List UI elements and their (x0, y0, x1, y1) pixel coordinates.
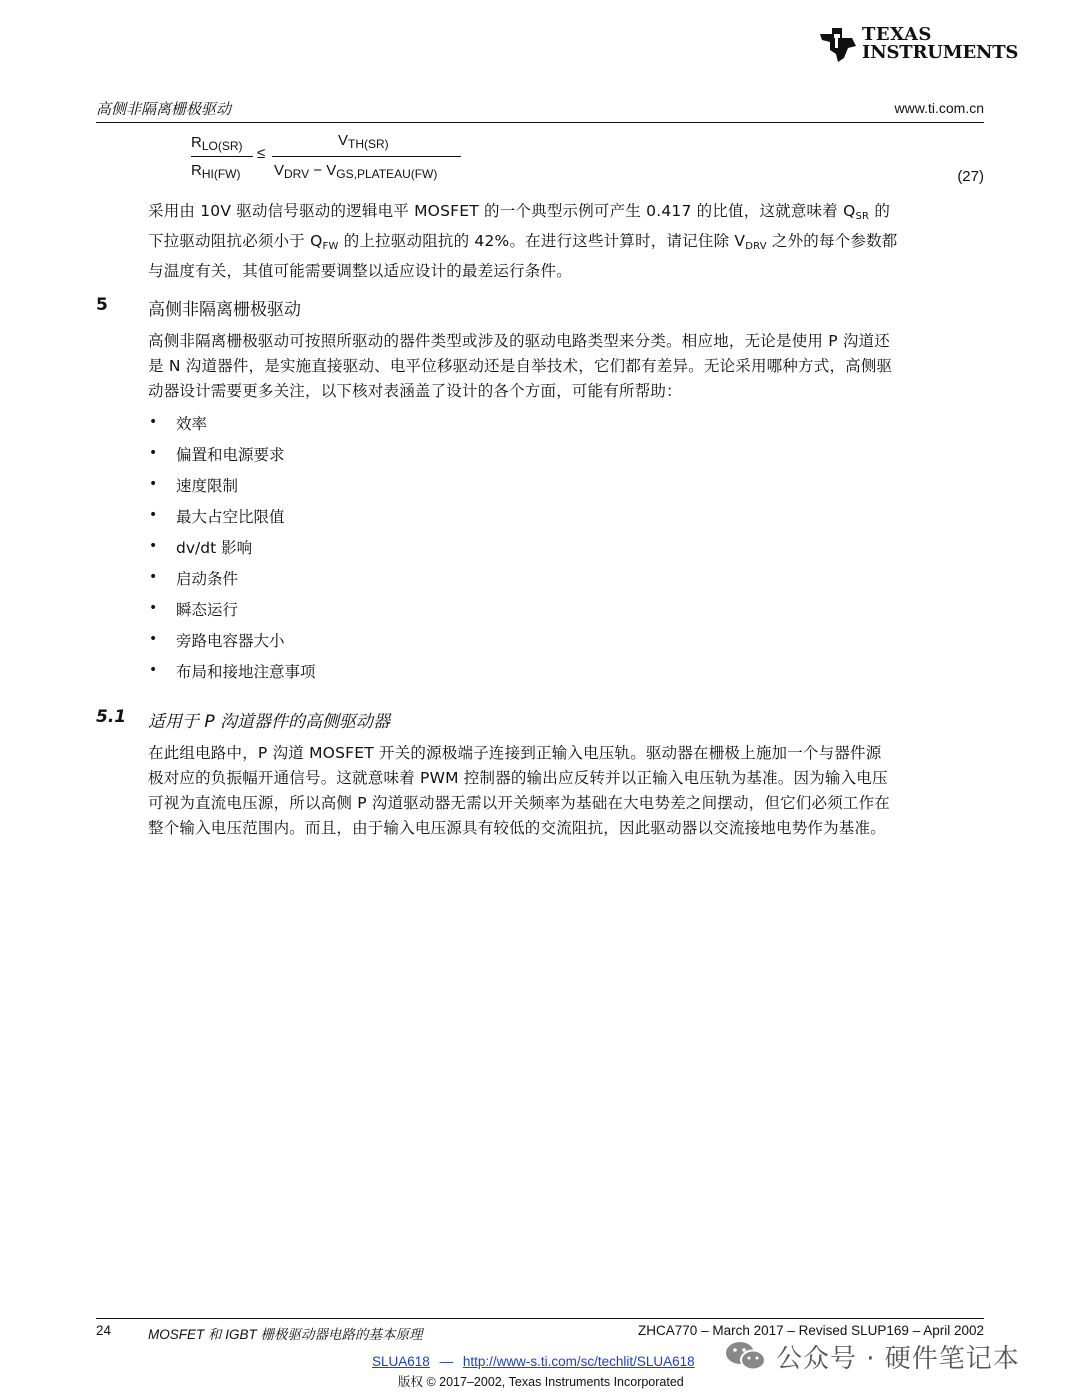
list-item: 最大占空比限值 (176, 508, 285, 526)
formula-rhs-denominator: $V_{DRV} - V_{GS,PLATEAU(FW)}$ (274, 162, 438, 181)
section51-line-3: 可视为直流电压源，所以高侧 P 沟道驱动器无需以开关频率为基础在大电势差之间摆动，但它们必须工作在 (148, 794, 891, 812)
header-section-title: 高侧非隔离栅极驱动 (96, 100, 232, 118)
footer-doc-id: ZHCA770 – March 2017 – Revised SLUP169 – April 2002 (638, 1323, 984, 1338)
list-item: 效率 (176, 415, 208, 433)
list-item: dv/dt 影响 (176, 539, 253, 557)
formula-lhs-numerator: $R_{LO(SR)}$ (191, 134, 243, 153)
section51-line-4: 整个输入电压范围内。而且，由于输入电压源具有较低的交流阻抗，因此驱动器以交流接地电势作为基准。 (148, 819, 886, 837)
section5-line-3: 动器设计需要更多关注，以下核对表涵盖了设计的各个方面，可能有所帮助： (148, 382, 682, 400)
section-5-1-number: 5.1 (96, 707, 127, 727)
list-item: 启动条件 (176, 570, 239, 588)
link-dash: — (439, 1354, 454, 1369)
list-item: 旁路电容器大小 (176, 632, 285, 650)
bullet-dot: • (149, 631, 158, 647)
ti-state-icon (818, 24, 858, 64)
header-website[interactable]: www.ti.com.cn (894, 100, 984, 116)
bullet-dot: • (149, 538, 158, 554)
footer-rule (96, 1318, 984, 1319)
bullet-dot: • (149, 507, 158, 523)
bullet-dot: • (149, 414, 158, 430)
logo-line-1: TEXAS (862, 24, 932, 45)
bullet-dot: • (149, 600, 158, 616)
section-5-1-title: 适用于 P 沟道器件的高侧驱动器 (148, 712, 391, 732)
para1-line-3: 与温度有关，其值可能需要调整以适应设计的最差运行条件。 (148, 262, 572, 280)
header-rule (96, 122, 984, 123)
section51-line-2: 极对应的负振幅开通信号。这就意味着 PWM 控制器的输出应反转并以正输入电压轨为基准。因为输入电压 (148, 769, 888, 787)
equation-number: (27) (957, 168, 984, 185)
footer-doc-title: MOSFET 和 IGBT 栅极驱动器电路的基本原理 (148, 1327, 423, 1342)
logo-line-2: INSTRUMENTS (862, 42, 1019, 63)
section-5-number: 5 (96, 295, 108, 315)
slua-link[interactable]: SLUA618 (372, 1354, 430, 1369)
section51-line-1: 在此组电路中，P 沟道 MOSFET 开关的源极端子连接到正输入电压轨。驱动器在栅极上施加一个与器件源 (148, 744, 882, 762)
bullet-dot: • (149, 476, 158, 492)
bullet-dot: • (149, 445, 158, 461)
footer-link-line (372, 1354, 695, 1369)
ti-logo (818, 22, 1019, 66)
section5-line-2: 是 N 沟道器件，是实施直接驱动、电平位移驱动还是自举技术，它们都有差异。无论采用哪种方式，高侧驱 (148, 357, 893, 375)
formula-lhs-bar (191, 156, 253, 157)
formula-rhs-numerator: $V_{TH(SR)}$ (338, 132, 389, 151)
formula-operator: ≤ (257, 145, 266, 162)
wechat-icon (724, 1338, 768, 1378)
section-5-title: 高侧非隔离栅极驱动 (148, 300, 301, 320)
techlit-url-link[interactable]: http://www-s.ti.com/sc/techlit/SLUA618 (462, 1354, 695, 1369)
footer-copyright: 版权 © 2017–2002, Texas Instruments Incorporated (398, 1375, 684, 1389)
section-5-1-paragraph (148, 741, 988, 841)
list-item: 速度限制 (176, 477, 239, 495)
list-item: 布局和接地注意事项 (176, 663, 316, 681)
para1-line-2: 下拉驱动阻抗必须小于 $Q_{FW}$ 的上拉驱动阻抗的 42%。在进行这些计算时，请记住除 $V_{DRV}$ 之外的每个参数都 (148, 232, 898, 252)
section5-line-1: 高侧非隔离栅极驱动可按照所驱动的器件类型或涉及的驱动电路类型来分类。相应地，无论是使用 P 沟道还 (148, 332, 891, 350)
para1-line-1: 采用由 10V 驱动信号驱动的逻辑电平 MOSFET 的一个典型示例可产生 0.417 的比值，这就意味着 $Q_{SR}$ 的 (148, 202, 891, 222)
formula-lhs-denominator: $R_{HI(FW)}$ (191, 162, 241, 181)
section-5-paragraph (148, 329, 988, 404)
formula-rhs-bar (272, 156, 461, 157)
bullet-dot: • (149, 569, 158, 585)
bullet-dot: • (149, 662, 158, 678)
paragraph-ratio-example (148, 199, 988, 284)
page-number: 24 (96, 1323, 112, 1338)
watermark-text: 公众号 · 硬件笔记本 (776, 1344, 1020, 1374)
list-item: 偏置和电源要求 (176, 446, 285, 464)
list-item: 瞬态运行 (176, 601, 239, 619)
